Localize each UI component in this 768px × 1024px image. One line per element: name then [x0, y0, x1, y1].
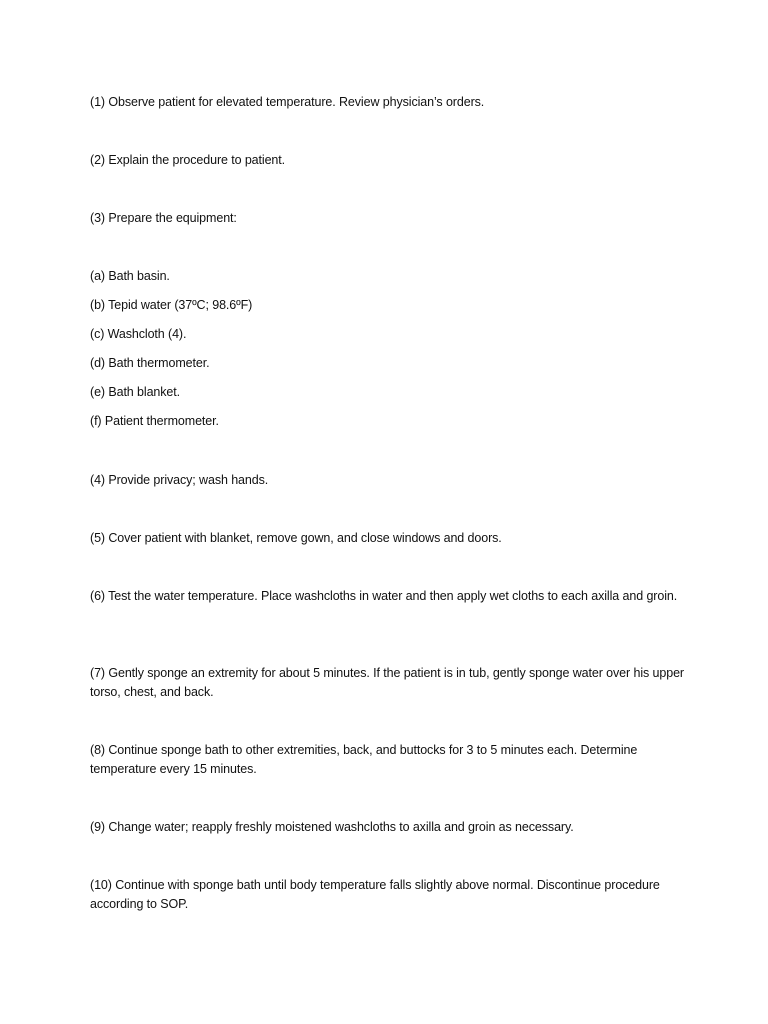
equipment-item-e: (e) Bath blanket. [90, 385, 181, 399]
step-2: (2) Explain the procedure to patient. [90, 153, 286, 167]
equipment-item-b: (b) Tepid water (37ºC; 98.6ºF) [90, 298, 253, 312]
step-5: (5) Cover patient with blanket, remove gown, and close windows and doors. [90, 531, 502, 545]
step-7: (7) Gently sponge an extremity for about 5 minutes. If the patient is in tub, gently sponge water over his upper torso, chest, and back. [90, 666, 684, 699]
equipment-item-f: (f) Patient thermometer. [90, 414, 219, 428]
step-8: (8) Continue sponge bath to other extremities, back, and buttocks for 3 to 5 minutes each. Determine temperature every 15 minutes. [90, 743, 638, 776]
step-9: (9) Change water; reapply freshly moistened washcloths to axilla and groin as necessary. [90, 820, 574, 834]
equipment-item-a: (a) Bath basin. [90, 269, 170, 283]
step-10: (10) Continue with sponge bath until body temperature falls slightly above normal. Discontinue procedure according to SOP. [90, 878, 660, 911]
equipment-item-d: (d) Bath thermometer. [90, 356, 210, 370]
step-6: (6) Test the water temperature. Place washcloths in water and then apply wet cloths to each axilla and groin. [90, 589, 678, 603]
step-1: (1) Observe patient for elevated temperature. Review physician’s orders. [90, 95, 485, 109]
step-4: (4) Provide privacy; wash hands. [90, 473, 269, 487]
equipment-item-c: (c) Washcloth (4). [90, 327, 187, 341]
step-3: (3) Prepare the equipment: [90, 211, 237, 225]
